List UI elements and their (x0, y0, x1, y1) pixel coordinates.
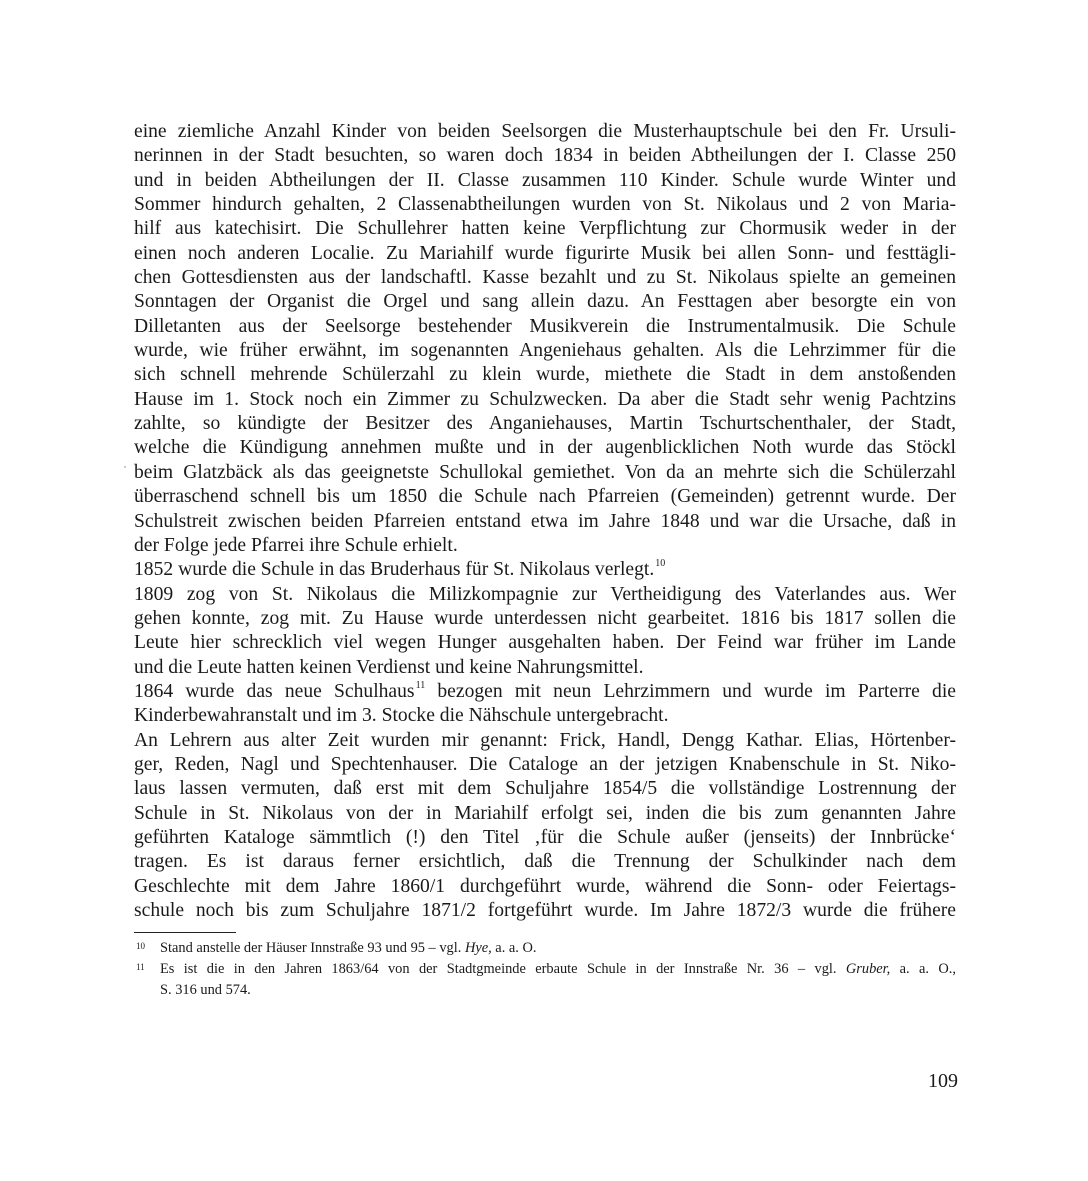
scan-speck (124, 466, 126, 468)
footnote-ref-11: 11 (415, 679, 426, 691)
text-line: welche die Kündigung annehmen mußte und in der augenblicklichen Noth wurde das Stöckl (134, 437, 956, 459)
text-line: tragen. Es ist daraus ferner ersichtlich, daß die Trennung der Schulkinder nach dem (134, 851, 956, 873)
text-line: Sommer hindurch gehalten, 2 Classenabtheilungen wurden von St. Nikolaus und 2 von Maria- (134, 194, 956, 216)
text-line: Sonntagen der Organist die Orgel und sang allein dazu. An Festtagen aber besorgte ein von (134, 291, 956, 313)
text-line: An Lehrern aus alter Zeit wurden mir genannt: Frick, Handl, Dengg Kathar. Elias, Hörtenber- (134, 729, 956, 751)
text-line: eine ziemliche Anzahl Kinder von beiden Seelsorgen die Musterhauptschule bei den Fr. Ursuli- (134, 121, 956, 142)
text-line: Geschlechte mit dem Jahre 1860/1 durchgeführt wurde, während die Sonn- oder Feiertags- (134, 875, 956, 897)
footnote-ref-10: 10 (655, 558, 666, 570)
text-line: hilf aus katechisirt. Die Schullehrer hatten keine Verpflichtung zur Chormusik weder in der (134, 218, 956, 240)
footnote-author: Hye, (464, 940, 492, 956)
footnote-text (160, 959, 956, 980)
page-number: 109 (928, 1070, 958, 1092)
text-line: der Folge jede Pfarrei ihre Schule erhielt. (134, 534, 458, 556)
footnote-separator (134, 932, 236, 933)
text-line-with-footnote (134, 680, 956, 704)
footnote-text-fragment: Es ist die in den Jahren 1863/64 von der Stadtgmeinde erbaute Schule in der Innstraße Nr. 36 – vgl. (160, 961, 846, 977)
footnote-author: Gruber, (845, 961, 891, 977)
text-line: Hause im 1. Stock noch ein Zimmer zu Schulzwecken. Da aber die Stadt sehr wenig Pachtzins (134, 388, 956, 410)
footnote-11 (134, 959, 956, 1001)
text-fragment: 1864 wurde das neue Schulhaus (134, 680, 415, 702)
footnote-text-fragment: a. a. O. (491, 940, 537, 956)
text-line: gehen konnte, zog mit. Zu Hause wurde unterdessen nicht gearbeitet. 1816 bis 1817 sollen die (134, 607, 956, 629)
text-fragment: 1852 wurde die Schule in das Bruderhaus für St. Nikolaus verlegt. (134, 559, 655, 581)
footnote-text: S. 316 und 574. (160, 982, 251, 998)
text-line: geführten Kataloge sämmtlich (!) den Titel ‚für die Schule außer (jenseits) der Innbrücke‘ (134, 826, 956, 848)
text-line: Schule in St. Nikolaus von der in Mariahilf erfolgt sei, inden die bis zum genannten Jahre (134, 802, 956, 824)
footnote-text (160, 938, 956, 959)
text-line: und in beiden Abtheilungen der II. Classe zusammen 110 Kinder. Schule wurde Winter und (134, 169, 956, 191)
text-line: 1809 zog von St. Nikolaus die Milizkompagnie zur Vertheidigung des Vaterlandes aus. Wer (134, 583, 956, 605)
text-line: wurde, wie früher erwähnt, im sogenannten Angeniehaus gehalten. Als die Lehrzimmer für die (134, 340, 956, 362)
text-fragment: bezogen mit neun Lehrzimmern und wurde im Parterre die (425, 680, 956, 702)
main-text (134, 120, 956, 923)
text-line-with-footnote (134, 558, 956, 582)
text-line: ger, Reden, Nagl und Spechtenhauser. Die Cataloge an der jetzigen Knabenschule in St. Niko- (134, 753, 956, 775)
text-line: nerinnen in der Stadt besuchten, so waren doch 1834 in beiden Abtheilungen der I. Classe 250 (134, 145, 956, 167)
footnote-10 (134, 938, 956, 959)
footnote-number: 11 (136, 962, 145, 972)
text-line: Kinderbewahranstalt und im 3. Stocke die Nähschule untergebracht. (134, 705, 669, 727)
text-line: Dilletanten aus der Seelsorge bestehender Musikverein die Instrumentalmusik. Die Schule (134, 315, 956, 337)
text-line: beim Glatzbäck als das geeignetste Schullokal gemiethet. Von da an mehrte sich die Schülerzahl (134, 461, 956, 483)
footnotes (134, 938, 956, 1001)
footnote-number: 10 (136, 941, 145, 951)
footnote-text-fragment: Stand anstelle der Häuser Innstraße 93 und 95 – vgl. (160, 940, 465, 956)
text-line: Leute hier schrecklich viel wegen Hunger ausgehalten haben. Der Feind war früher im Lande (134, 632, 956, 654)
text-line: chen Gottesdiensten aus der landschaftl. Kasse bezahlt und zu St. Nikolaus spielte an gemeinen (134, 267, 956, 289)
text-line: und die Leute hatten keinen Verdienst und keine Nahrungsmittel. (134, 656, 644, 678)
text-line: laus lassen vermuten, daß erst mit dem Schuljahre 1854/5 die vollständige Lostrennung der (134, 778, 956, 800)
text-line: überraschend schnell bis um 1850 die Schule nach Pfarreien (Gemeinden) getrennt wurde. Der (134, 486, 956, 508)
text-line: zahlte, so kündigte der Besitzer des Anganiehauses, Martin Tschurtschenthaler, der Stadt, (134, 413, 956, 435)
text-line: sich schnell mehrende Schülerzahl zu klein wurde, miethete die Stadt in dem anstoßenden (134, 364, 956, 386)
text-line: schule noch bis zum Schuljahre 1871/2 fortgeführt wurde. Im Jahre 1872/3 wurde die frühere (134, 900, 956, 921)
text-line: Schulstreit zwischen beiden Pfarreien entstand etwa im Jahre 1848 und war die Ursache, daß in (134, 510, 956, 532)
text-line: einen noch anderen Localie. Zu Mariahilf wurde figurirte Musik bei allen Sonn- und festtägli- (134, 242, 956, 264)
footnote-text-fragment: a. a. O., (890, 961, 956, 977)
